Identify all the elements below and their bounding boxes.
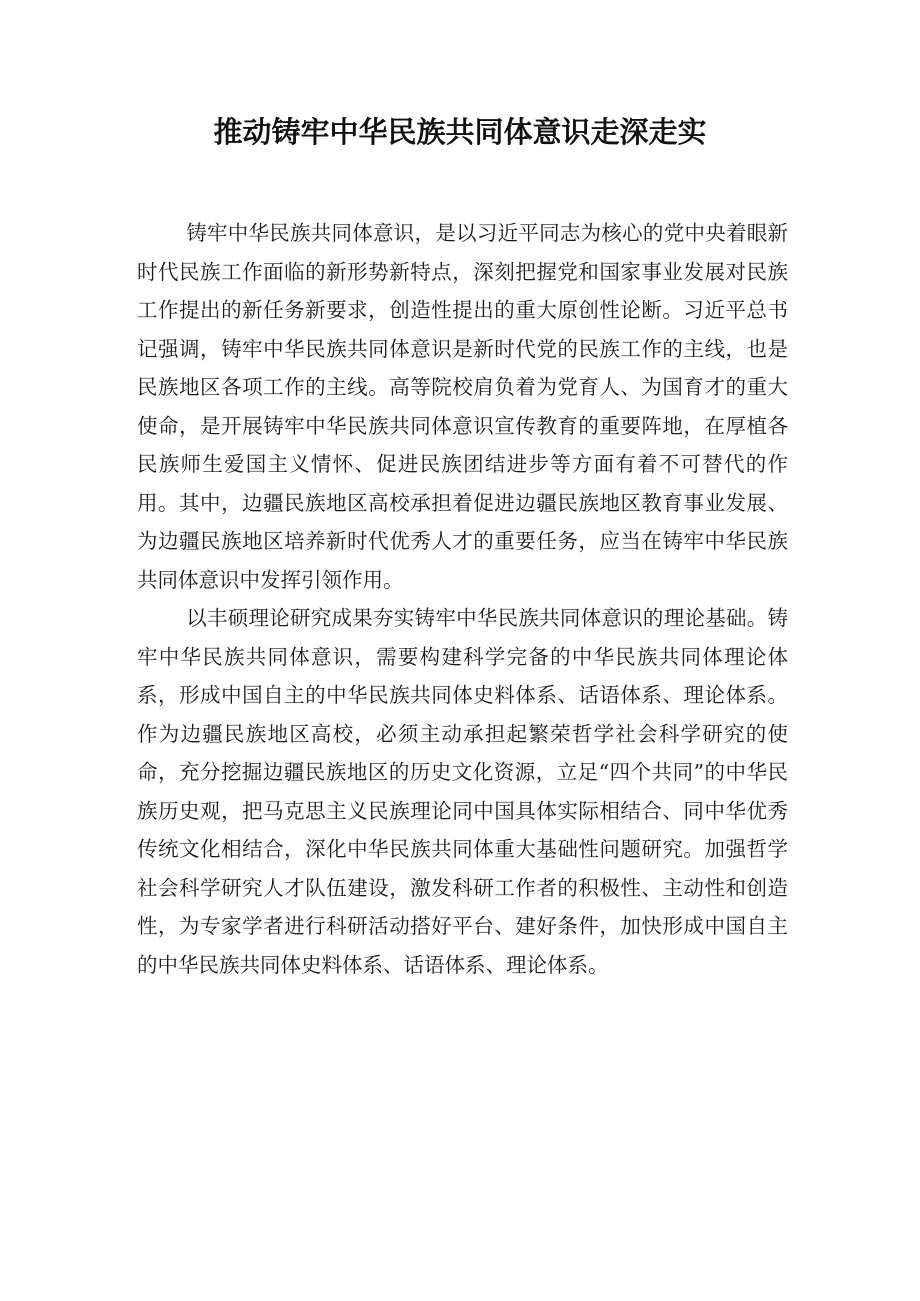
document-title: 推动铸牢中华民族共同体意识走深走实 [213, 115, 707, 149]
document-body [137, 214, 788, 984]
body-paragraph-1: 铸牢中华民族共同体意识，是以习近平同志为核心的党中央着眼新时代民族工作面临的新形势新特点，深刻把握党和国家事业发展对民族工作提出的新任务新要求，创造性提出的重大原创性论断。习近平总书记强调，铸牢中华民族共同体意识是新时代党的民族工作的主线，也是民族地区各项工作的主线。高等院校肩负着为党育人、为国育才的重大使命，是开展铸牢中华民族共同体意识宣传教育的重要阵地，在厚植各民族师生爱国主义情怀、促进民族团结进步等方面有着不可替代的作用。其中，边疆民族地区高校承担着促进边疆民族地区教育事业发展、为边疆民族地区培养新时代优秀人才的重要任务，应当在铸牢中华民族共同体意识中发挥引领作用。 [137, 221, 788, 592]
body-paragraph-2: 以丰硕理论研究成果夯实铸牢中华民族共同体意识的理论基础。铸牢中华民族共同体意识，需要构建科学完备的中华民族共同体理论体系，形成中国自主的中华民族共同体史料体系、话语体系、理论体系。作为边疆民族地区高校，必须主动承担起繁荣哲学社会科学研究的使命，充分挖掘边疆民族地区的历史文化资源，立足“四个共同”的中华民族历史观，把马克思主义民族理论同中国具体实际相结合、同中华优秀传统文化相结合，深化中华民族共同体重大基础性问题研究。加强哲学社会科学研究人才队伍建设，激发科研工作者的积极性、主动性和创造性，为专家学者进行科研活动搭好平台、建好条件，加快形成中国自主的中华民族共同体史料体系、话语体系、理论体系。 [137, 606, 788, 977]
